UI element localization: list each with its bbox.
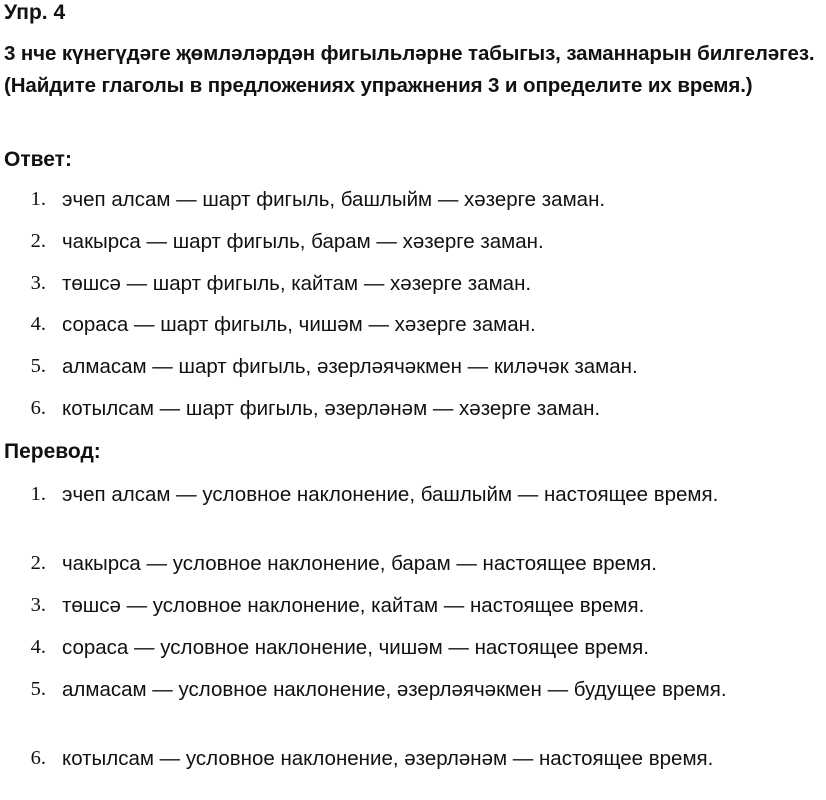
translation-heading: Перевод: bbox=[4, 440, 101, 463]
answer-item-5 bbox=[4, 353, 822, 380]
item-number: 3. bbox=[30, 594, 46, 616]
exercise-title: Упр. 4 bbox=[4, 1, 66, 24]
translation-item-6 bbox=[4, 745, 822, 772]
item-text: котылсам — условное наклонение, әзерләнәм — настоящее время. bbox=[62, 747, 714, 770]
task-text: 3 нче күнегүдәге җөмләләрдән фигыльләрне табыгыз, заманнарын билгеләгез. (Найдите глаголы в предложениях упражнения 3 и определите их время.) bbox=[4, 42, 815, 97]
answer-item-3 bbox=[4, 270, 822, 297]
item-text: эчеп алсам — условное наклонение, башлыйм — настоящее время. bbox=[62, 483, 719, 506]
answer-heading: Ответ: bbox=[4, 148, 72, 171]
translation-item-3 bbox=[4, 592, 822, 619]
translation-item-1 bbox=[4, 481, 822, 508]
item-number: 2. bbox=[30, 552, 46, 574]
item-number: 4. bbox=[30, 636, 46, 658]
item-text: чакырса — шарт фигыль, барам — хәзерге заман. bbox=[62, 230, 544, 253]
item-number: 1. bbox=[30, 483, 46, 505]
item-text: алмасам — шарт фигыль, әзерләячәкмен — киләчәк заман. bbox=[62, 355, 638, 378]
item-text: чакырса — условное наклонение, барам — настоящее время. bbox=[62, 552, 657, 575]
answer-item-6 bbox=[4, 395, 822, 422]
item-text: котылсам — шарт фигыль, әзерләнәм — хәзерге заман. bbox=[62, 397, 601, 420]
item-number: 5. bbox=[30, 355, 46, 377]
answer-item-4 bbox=[4, 311, 822, 338]
item-text: эчеп алсам — шарт фигыль, башлыйм — хәзерге заман. bbox=[62, 188, 606, 211]
item-text: сораса — шарт фигыль, чишәм — хәзерге заман. bbox=[62, 313, 536, 336]
item-text: сораса — условное наклонение, чишәм — настоящее время. bbox=[62, 636, 649, 659]
item-number: 3. bbox=[30, 272, 46, 294]
translation-item-4 bbox=[4, 634, 822, 661]
item-number: 6. bbox=[30, 397, 46, 419]
translation-item-5 bbox=[4, 676, 822, 703]
item-number: 4. bbox=[30, 313, 46, 335]
translation-item-2 bbox=[4, 550, 822, 577]
item-text: төшсә — условное наклонение, кайтам — настоящее время. bbox=[62, 594, 645, 617]
item-number: 5. bbox=[30, 678, 46, 700]
item-text: төшсә — шарт фигыль, кайтам — хәзерге заман. bbox=[62, 272, 532, 295]
item-number: 6. bbox=[30, 747, 46, 769]
answer-item-2 bbox=[4, 228, 822, 255]
item-number: 1. bbox=[30, 188, 46, 210]
item-text: алмасам — условное наклонение, әзерләячәкмен — будущее время. bbox=[62, 678, 727, 701]
answer-item-1 bbox=[4, 186, 822, 213]
item-number: 2. bbox=[30, 230, 46, 252]
